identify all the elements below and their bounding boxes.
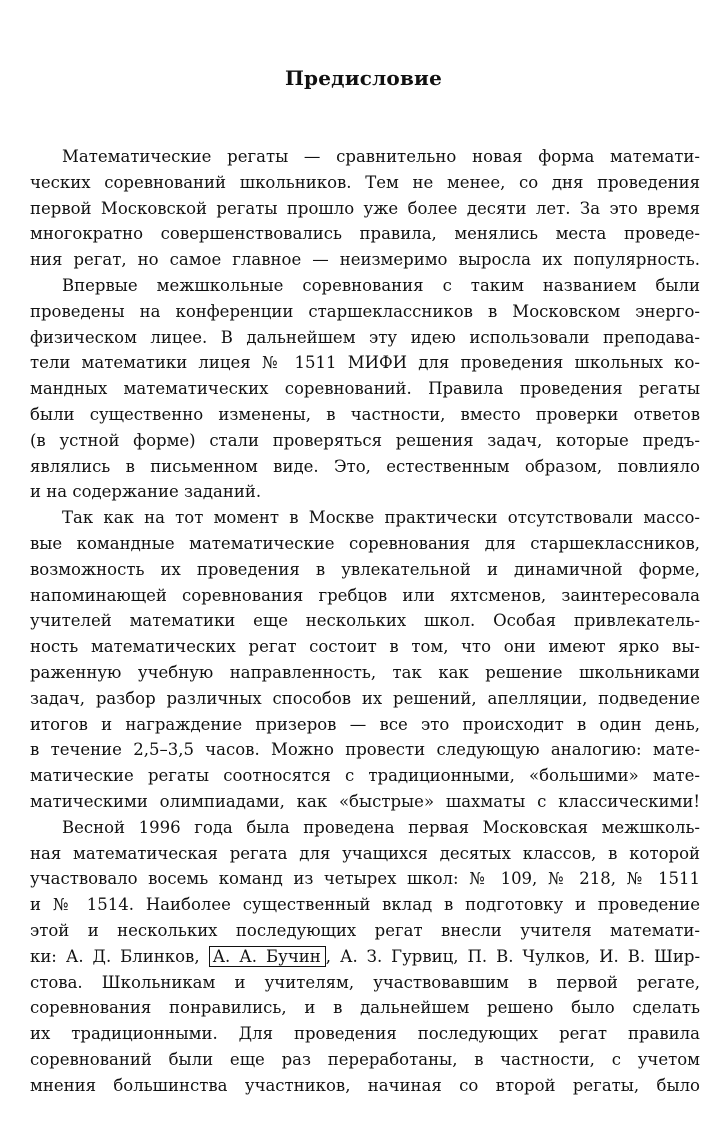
text-line: учителей математики еще нескольких школ. Особая привлекатель- <box>30 611 700 631</box>
text-line: и на содержание заданий. <box>30 482 262 502</box>
text-line: физическом лицее. В дальнейшем эту идею использовали преподава- <box>30 327 700 347</box>
paragraph <box>30 273 700 505</box>
text-line: мандных математических соревнований. Правила проведения регаты <box>30 379 700 399</box>
paragraph <box>30 144 700 273</box>
paragraph <box>30 505 700 815</box>
text-line: Так как на тот момент в Москве практически отсутствовали массо- <box>62 508 700 528</box>
text-fragment: ки: А. Д. Блинков, <box>30 946 200 966</box>
text-line: возможность их проведения в увлекательной и динамичной форме, <box>30 559 700 579</box>
text-line: соревнований были еще раз переработаны, в частности, с учетом <box>30 1049 700 1069</box>
text-line: многократно совершенствовались правила, менялись места проведе- <box>30 224 700 244</box>
text-line: вые командные математические соревнования для старшеклассников, <box>30 533 700 553</box>
text-line: ность математических регат состоит в том, что они имеют ярко вы- <box>30 637 700 657</box>
text-line: мнения большинства участников, начиная со второй регаты, было <box>30 1075 700 1095</box>
text-line: матические регаты соотносятся с традиционными, «большими» мате- <box>30 766 700 786</box>
text-line: напоминающей соревнования гребцов или яхтсменов, заинтересовала <box>30 585 700 605</box>
text-line: тели математики лицея № 1511 МИФИ для проведения школьных ко- <box>30 353 700 373</box>
text-line: стова. Школьникам и учителям, участвовавшим в первой регате, <box>30 972 700 992</box>
text-line: ная математическая регата для учащихся десятых классов, в которой <box>30 843 700 863</box>
text-fragment: , А. З. Гурвиц, П. В. Чулков, И. В. Шир- <box>325 946 701 966</box>
text-line: являлись в письменном виде. Это, естественным образом, повлияло <box>30 456 700 476</box>
text-line: итогов и награждение призеров — все это происходит в один день, <box>30 714 700 734</box>
text-line: были существенно изменены, в частности, вместо проверки ответов <box>30 404 700 424</box>
boxed-author-name: А. А. Бучин <box>209 946 326 967</box>
page-title: Предисловие <box>284 66 443 90</box>
text-line: в течение 2,5–3,5 часов. Можно провести следующую аналогию: мате- <box>30 740 700 760</box>
text-line: ния регат, но самое главное — неизмеримо выросла их популярность. <box>30 250 700 270</box>
paragraph <box>30 815 700 1099</box>
text-line: проведены на конференции старшеклассников в Московском энерго- <box>30 301 700 321</box>
text-line: ческих соревнований школьников. Тем не менее, со дня проведения <box>30 172 700 192</box>
text-line: Математические регаты — сравнительно новая форма математи- <box>62 147 700 166</box>
text-line: раженную учебную направленность, так как решение школьниками <box>30 662 700 682</box>
text-line: Весной 1996 года была проведена первая Московская межшколь- <box>62 817 700 837</box>
text-line: задач, разбор различных способов их решений, апелляции, подведение <box>30 688 700 708</box>
text-line: первой Московской регаты прошло уже более десяти лет. За это время <box>30 198 700 218</box>
text-line: матическими олимпиадами, как «быстрые» шахматы с классическими! <box>30 791 700 811</box>
text-line: их традиционными. Для проведения последующих регат правила <box>30 1024 700 1044</box>
text-line: и № 1514. Наиболее существенный вклад в подготовку и проведение <box>30 895 700 915</box>
text-line: соревнования понравились, и в дальнейшем решено было сделать <box>30 998 700 1018</box>
text-line-with-boxed-name <box>30 944 700 970</box>
text-line: этой и нескольких последующих регат внесли учителя математи- <box>30 920 700 940</box>
text-line: Впервые межшкольные соревнования с таким названием были <box>62 275 700 295</box>
text-line: участвовало восемь команд из четырех школ: № 109, № 218, № 1511 <box>30 869 700 889</box>
text-line: (в устной форме) стали проверяться решения задач, которые предъ- <box>30 430 700 450</box>
body-text <box>30 144 700 1098</box>
